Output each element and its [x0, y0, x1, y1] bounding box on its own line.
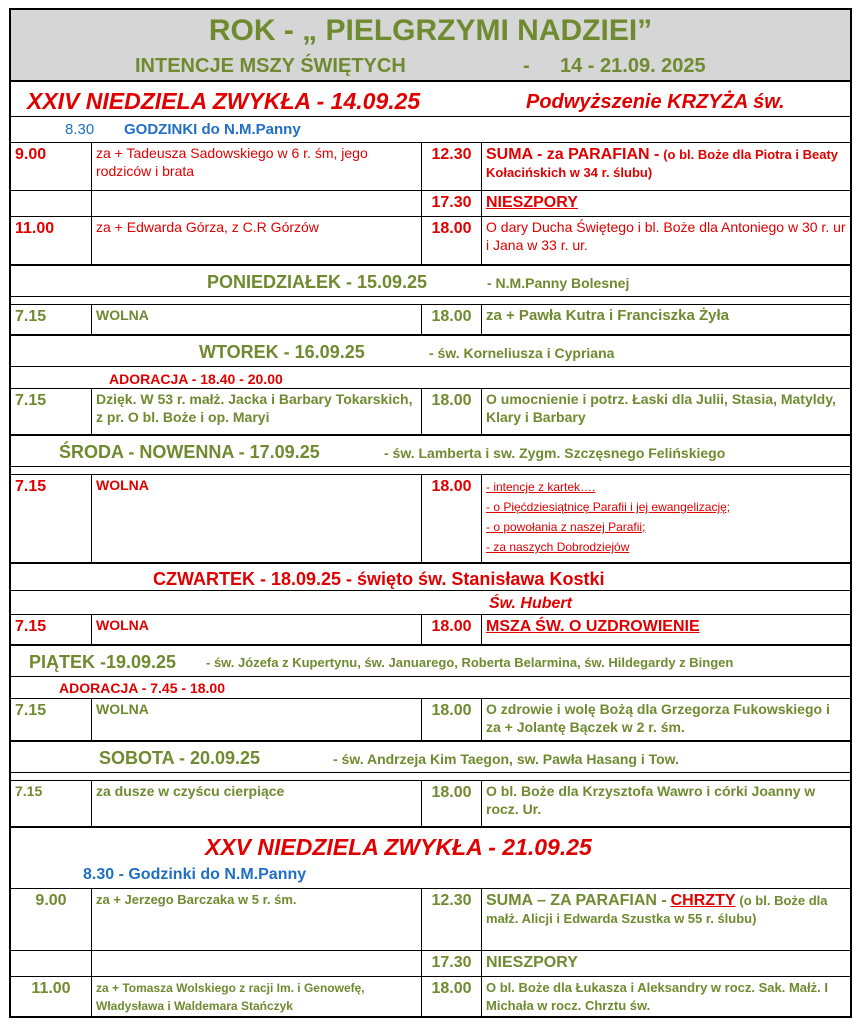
time: 18.00: [431, 308, 472, 325]
subtitle-separator: -: [523, 55, 530, 77]
monday-heading-row: [11, 264, 850, 296]
sunday2-hours-row: [11, 862, 850, 888]
friday-adoration-row: [11, 676, 850, 698]
time: 17.30: [431, 194, 472, 211]
tuesday-feast: - św. Korneliusza i Cypriana: [429, 345, 615, 361]
thursday-note: Św. Hubert: [489, 595, 572, 612]
time: 7.15: [15, 392, 47, 409]
mass-intention: za + Pawła Kutra i Franciszka Żyła: [486, 307, 730, 324]
sunday2-hours: 8.30 - Godzinki do N.M.Panny: [83, 866, 307, 883]
mass-intention: WOLNA: [96, 617, 149, 633]
sunday2-heading: XXV NIEDZIELA ZWYKŁA - 21.09.25: [205, 834, 592, 860]
subtitle-dates: 14 - 21.09. 2025: [560, 55, 706, 77]
mass-intention: O bl. Boże dla Krzysztofa Wawro i córki Joanny w rocz. Ur.: [486, 783, 816, 817]
list-item: - o powołania z naszej Parafii;: [486, 520, 646, 534]
time: 7.15: [15, 308, 47, 325]
mass-intention: WOLNA: [96, 307, 149, 323]
time: 7.15: [15, 478, 47, 495]
saturday-row: [11, 780, 850, 826]
friday-row: [11, 698, 850, 740]
mass-intention: O bl. Boże dla Łukasza i Aleksandry w rocz. Sak. Małż. I Michała w rocz. Chrztu św.: [486, 980, 828, 1013]
time: 11.00: [31, 980, 71, 997]
time: 11.00: [15, 220, 55, 237]
mass-intention: WOLNA: [96, 477, 149, 493]
tuesday-heading-row: [11, 334, 850, 366]
time: 18.00: [431, 702, 472, 719]
monday-feast: - N.M.Panny Bolesnej: [487, 275, 630, 291]
mass-intention: za + Tomasza Wolskiego z racji Im. i Genowefę, Władysława i Waldemara Stańczyk: [96, 981, 365, 1013]
page-title: ROK - „ PIELGRZYMI NADZIEI”: [208, 14, 653, 47]
time: 18.00: [431, 784, 472, 801]
thursday-row: [11, 614, 850, 644]
time: 18.00: [431, 980, 472, 997]
saturday-feast: - św. Andrzeja Kim Taegon, sw. Pawła Hasang i Tow.: [333, 751, 679, 767]
wednesday-heading-row: [11, 434, 850, 466]
subtitle-left: INTENCJE MSZY ŚWIĘTYCH: [135, 55, 406, 77]
vespers-label: NIESZPORY: [486, 194, 578, 211]
friday-heading: PIĄTEK -19.09.25: [29, 652, 177, 672]
wednesday-row: [11, 474, 850, 562]
time: 7.15: [15, 783, 43, 799]
mass-intention: WOLNA: [96, 701, 149, 717]
mass-intention: za dusze w czyścu cierpiące: [96, 783, 285, 799]
wednesday-feast: - św. Lamberta i sw. Zygm. Szczęsnego Felińskiego: [384, 445, 726, 461]
list-item: - o Pięćdziesiątnicę Parafii i jej ewangelizację;: [486, 500, 731, 514]
sunday1-hours-time: 8.30: [65, 121, 95, 138]
sunday1-row-2: [11, 190, 850, 216]
time: 9.00: [35, 892, 67, 909]
mass-intention: MSZA ŚW. O UZDROWIENIE: [486, 618, 700, 635]
suma-intention: (o bl. Boże dla Piotra i Beaty Kołacińskich w 34 r. ślubu): [486, 147, 839, 180]
sunday1-feast: Podwyższenie KRZYŻA św.: [526, 91, 785, 113]
time: 7.15: [15, 618, 47, 635]
saturday-heading: SOBOTA - 20.09.25: [99, 748, 261, 768]
suma-label: SUMA – ZA PARAFIAN -: [486, 892, 667, 909]
time: 18.00: [431, 478, 472, 495]
friday-adoration: ADORACJA - 7.45 - 18.00: [59, 680, 225, 696]
sunday1-heading: XXIV NIEDZIELA ZWYKŁA - 14.09.25: [27, 88, 421, 114]
sunday1-row-1: [11, 142, 850, 190]
mass-intention: za + Tadeusza Sadowskiego w 6 r. śm, jego rodziców i brata: [96, 145, 368, 179]
wednesday-heading: ŚRODA - NOWENNA - 17.09.25: [59, 442, 320, 462]
list-item: - za naszych Dobrodziejów: [486, 540, 630, 554]
mass-intention: za + Edwarda Górza, z C.R Górzów: [96, 219, 319, 235]
schedule-sheet: [9, 8, 852, 1018]
tuesday-adoration-row: [11, 366, 850, 388]
sunday1-hours-label: GODZINKI do N.M.Panny: [124, 121, 301, 138]
monday-heading: PONIEDZIAŁEK - 15.09.25: [207, 272, 428, 292]
time: 9.00: [15, 146, 47, 163]
thursday-heading-row: [11, 562, 850, 590]
time: 12.30: [431, 146, 472, 163]
mass-intention: O zdrowie i wolę Bożą dla Grzegorza Fukowskiego i za + Jolantę Bączek w 2 r. śm.: [486, 701, 830, 735]
header: [11, 10, 850, 80]
sunday1-row-3: [11, 216, 850, 264]
mass-intention: Dzięk. W 53 r. małż. Jacka i Barbary Tokarskich, z pr. O bl. Boże i op. Maryi: [96, 391, 413, 425]
suma-label: SUMA - za PARAFIAN -: [486, 146, 660, 163]
list-item: - intencje z kartek….: [486, 480, 596, 494]
time: 18.00: [431, 392, 472, 409]
sunday1-heading-row: [11, 80, 850, 116]
novena-intentions: [481, 475, 850, 562]
thursday-note-row: [11, 590, 850, 614]
time: 18.00: [431, 220, 472, 237]
thursday-heading: CZWARTEK - 18.09.25 - święto św. Stanisława Kostki: [153, 569, 605, 589]
sunday2-row-1: [11, 888, 850, 950]
sunday2-row-2: [11, 950, 850, 976]
sunday2-row-3: [11, 976, 850, 1016]
friday-feast: - św. Józefa z Kupertynu, św. Januarego, Roberta Belarmina, św. Hildegardy z Bingen: [206, 655, 734, 670]
mass-intention: O dary Ducha Świętego i bl. Boże dla Antoniego w 30 r. ur i Jana w 33 r. ur.: [486, 219, 846, 253]
time: 7.15: [15, 702, 47, 719]
suma-intention: (o bl. Boże dla małż. Alicji i Edwarda Szustka w 55 r. ślubu): [486, 893, 828, 926]
monday-row: [11, 304, 850, 334]
mass-intention: za + Jerzego Barczaka w 5 r. śm.: [96, 892, 297, 907]
tuesday-adoration: ADORACJA - 18.40 - 20.00: [109, 371, 283, 387]
tuesday-row: [11, 388, 850, 434]
sunday1-hours-row: [11, 116, 850, 142]
time: 17.30: [431, 954, 472, 971]
time: 18.00: [431, 618, 472, 635]
sunday2-heading-row: [11, 826, 850, 862]
tuesday-heading: WTOREK - 16.09.25: [199, 342, 365, 362]
saturday-heading-row: [11, 740, 850, 772]
vespers-label: NIESZPORY: [486, 954, 578, 971]
baptism-label: CHRZTY: [670, 892, 736, 909]
time: 12.30: [431, 892, 472, 909]
friday-heading-row: [11, 644, 850, 676]
mass-intention: O umocnienie i potrz. Łaski dla Julii, Stasia, Matyldy, Klary i Barbary: [486, 391, 836, 425]
